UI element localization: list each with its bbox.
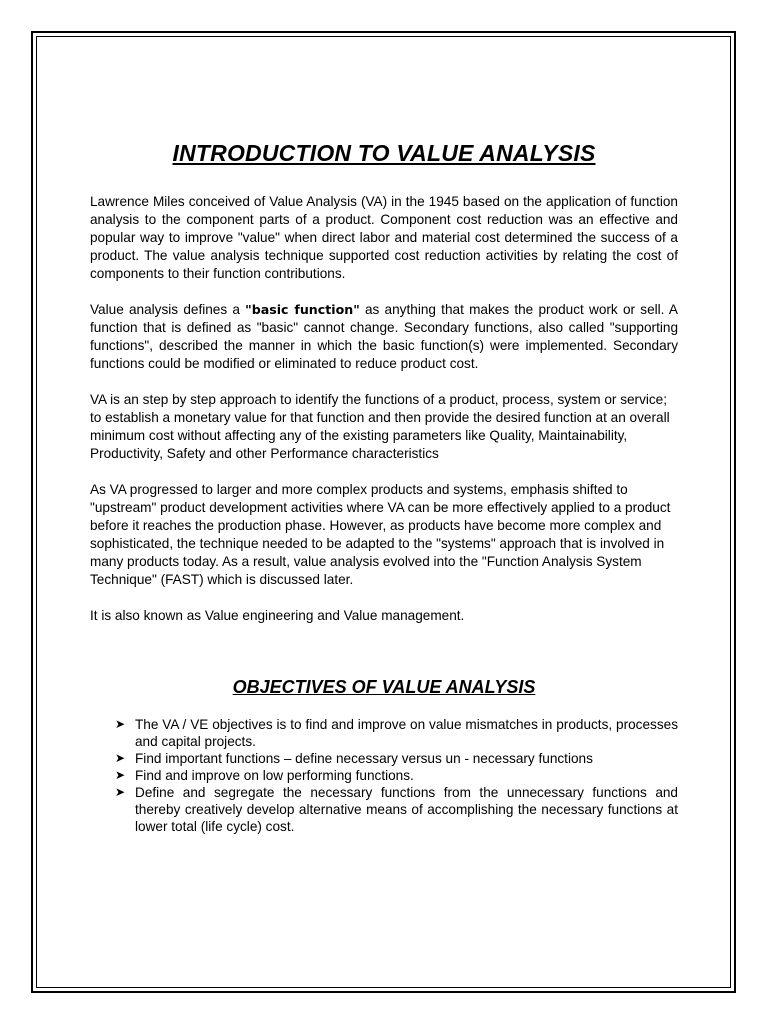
objective-item <box>90 750 678 767</box>
objectives-title: OBJECTIVES OF VALUE ANALYSIS <box>232 677 536 697</box>
paragraph-va-approach: VA is an step by step approach to identify the functions of a product, process, system or service; to establish a monetary value for that function and then provide the desired function at an overall minimum cost without affecting any of the existing parameters like Quality, Maintainability, Productivity, Safety and other Performance characteristics <box>90 392 670 461</box>
arrow-bullet-icon: ➤ <box>115 785 126 799</box>
paragraph-intro: Lawrence Miles conceived of Value Analysis (VA) in the 1945 based on the application of function analysis to the component parts of a product. Component cost reduction was an effective and popular way to improve "value" when direct labor and material cost determined the success of a product. The value analysis technique supported cost reduction activities by relating the cost of components to their function contributions. <box>90 194 678 281</box>
objective-text: The VA / VE objectives is to find and improve on value mismatches in products, processes and capital projects. <box>135 717 678 749</box>
objective-item <box>90 767 678 784</box>
paragraph-also-known: It is also known as Value engineering and Value management. <box>90 608 465 623</box>
basic-function-term: "basic function" <box>245 302 360 317</box>
objective-text: Define and segregate the necessary functions from the unnecessary functions and thereby creatively develop alternative means of accomplishing the necessary functions at lower total (life cycle) cost. <box>135 785 678 834</box>
arrow-bullet-icon: ➤ <box>115 717 126 731</box>
paragraph-basic-function-rest: as anything that makes the product work or sell. A function that is defined as "basic" cannot change. Secondary functions, also called "supporting functions", described the manner in which the basic function(s) were implemented. Secondary functions could be modified or eliminated to reduce product cost. <box>90 302 678 371</box>
objective-text: Find and improve on low performing functions. <box>135 768 414 783</box>
objective-item <box>90 716 678 750</box>
paragraph-basic-function-lead: Value analysis defines a <box>90 302 246 317</box>
objectives-list <box>90 716 678 835</box>
objective-text: Find important functions – define necessary versus un - necessary functions <box>135 751 593 766</box>
arrow-bullet-icon: ➤ <box>115 751 126 765</box>
page-title: INTRODUCTION TO VALUE ANALYSIS <box>172 140 596 166</box>
paragraph-basic-function <box>90 301 678 373</box>
document-body <box>90 140 678 835</box>
arrow-bullet-icon: ➤ <box>115 768 126 782</box>
paragraph-va-progress: As VA progressed to larger and more complex products and systems, emphasis shifted to "upstream" product development activities where VA can be more effectively applied to a product before it reaches the production phase. However, as products have become more complex and sophisticated, the technique needed to be adapted to the "systems" approach that is involved in many products today. As a result, value analysis evolved into the "Function Analysis System Technique" (FAST) which is discussed later. <box>90 482 671 587</box>
objective-item <box>90 784 678 835</box>
